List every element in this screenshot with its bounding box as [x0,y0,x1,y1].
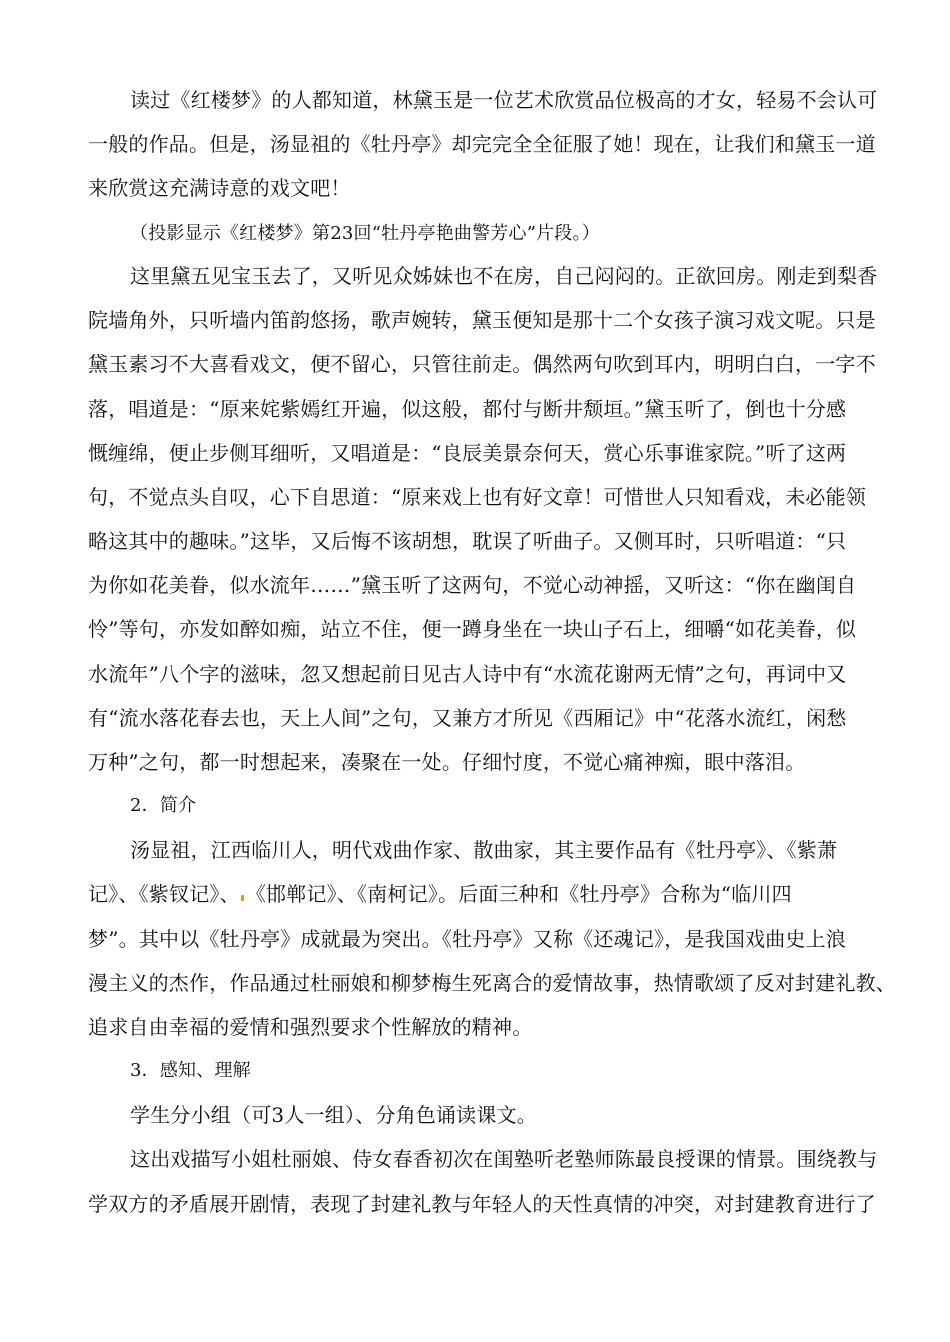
excerpt-line-5: 慨缠绵，便止步侧耳细听，又唱道是：“良辰美景奈何天，赏心乐事谁家院。”听了这两 [88,441,847,465]
section-3-line-1: 学生分小组（可3人一组）、分角色诵读课文。 [130,1103,537,1127]
section-2-heading: 2．简介 [130,795,197,816]
section-2-line-1: 汤显祖，江西临川人，明代戏曲作家、散曲家，其主要作品有《牡丹亭》、《紫萧 [130,838,838,862]
section-2-line-4: 漫主义的杰作，作品通过杜丽娘和柳梦梅生死离合的爱情故事，热情歌颂了反对封建礼教、 [88,971,896,995]
highlight-mark [241,895,244,901]
intro-line-2: 一般的作品。但是，汤显祖的《牡丹亭》却完完全全征服了她！现在，让我们和黛玉一道 [88,132,876,156]
section-2-line-2-start: 记》、《紫钗记》、 [88,882,240,906]
section-3-line-2: 这出戏描写小姐杜丽娘、侍女春香初次在闺塾听老塾师陈最良授课的情景。围绕教与 [130,1147,878,1171]
section-2-line-2 [88,880,792,908]
excerpt-line-9: 怜”等句，亦发如醉如痴，站立不住，便一蹲身坐在一块山子石上，细嚼“如花美眷，似 [88,617,857,641]
intro-line-3: 来欣赏这充满诗意的戏文吧！ [88,176,351,200]
section-2-line-3: 梦”。其中以《牡丹亭》成就最为突出。《牡丹亭》又称《还魂记》，是我国戏曲史上浪 [88,927,847,951]
section-2-line-5: 追求自由幸福的爱情和强烈要求个性解放的精神。 [88,1015,533,1039]
section-2-line-2-end: 《邯郸记》、《南柯记》。后面三种和《牡丹亭》合称为“临川四 [245,882,792,906]
excerpt-line-8: 为你如花美眷，似水流年……”黛玉听了这两句，不觉心动神摇，又听这：“你在幽闺自 [88,573,857,597]
excerpt-line-12: 万种”之句，都一时想起来，凑聚在一处。仔细忖度，不觉心痛神痴，眼中落泪。 [88,750,806,774]
excerpt-line-2: 院墙角外，只听墙内笛韵悠扬，歌声婉转，黛玉便知是那十二个女孩子演习戏文呢。只是 [88,308,876,332]
excerpt-line-7: 略这其中的趣味。”这毕，又后悔不该胡想，耽误了听曲子。又侧耳时，只听唱道：“只 [88,529,847,553]
excerpt-line-4: 落，唱道是：“原来姹紫嫣红开遍，似这般，都付与断井颓垣。”黛玉听了，倒也十分感 [88,397,847,421]
section-3-line-3: 学双方的矛盾展开剧情，表现了封建礼教与年轻人的天性真情的冲突，对封建教育进行了 [88,1192,876,1216]
excerpt-line-10: 水流年”八个字的滋味，忽又想起前日见古人诗中有“水流花谢两无情”之句，再词中又 [88,662,847,686]
excerpt-line-1: 这里黛五见宝玉去了，又听见众姊妹也不在房，自己闷闷的。正欲回房。刚走到梨香 [130,264,878,288]
excerpt-line-11: 有“流水落花春去也，天上人间”之句，又兼方才所见《西厢记》中“花落水流红，闲愁 [88,706,847,730]
excerpt-line-3: 黛玉素习不大喜看戏文，便不留心，只管往前走。偶然两句吹到耳内，明明白白，一字不 [88,352,876,376]
intro-line-1: 读过《红楼梦》的人都知道，林黛玉是一位艺术欣赏品位极高的才女，轻易不会认可 [130,88,878,112]
excerpt-line-6: 句，不觉点头自叹，心下自思道：“原来戏上也有好文章！可惜世人只知看戏，未必能领 [88,485,867,509]
projection-note: （投影显示《红楼梦》第23回“牡丹亭艳曲警芳心”片段。） [130,223,600,244]
section-3-heading: 3．感知、理解 [130,1060,251,1081]
